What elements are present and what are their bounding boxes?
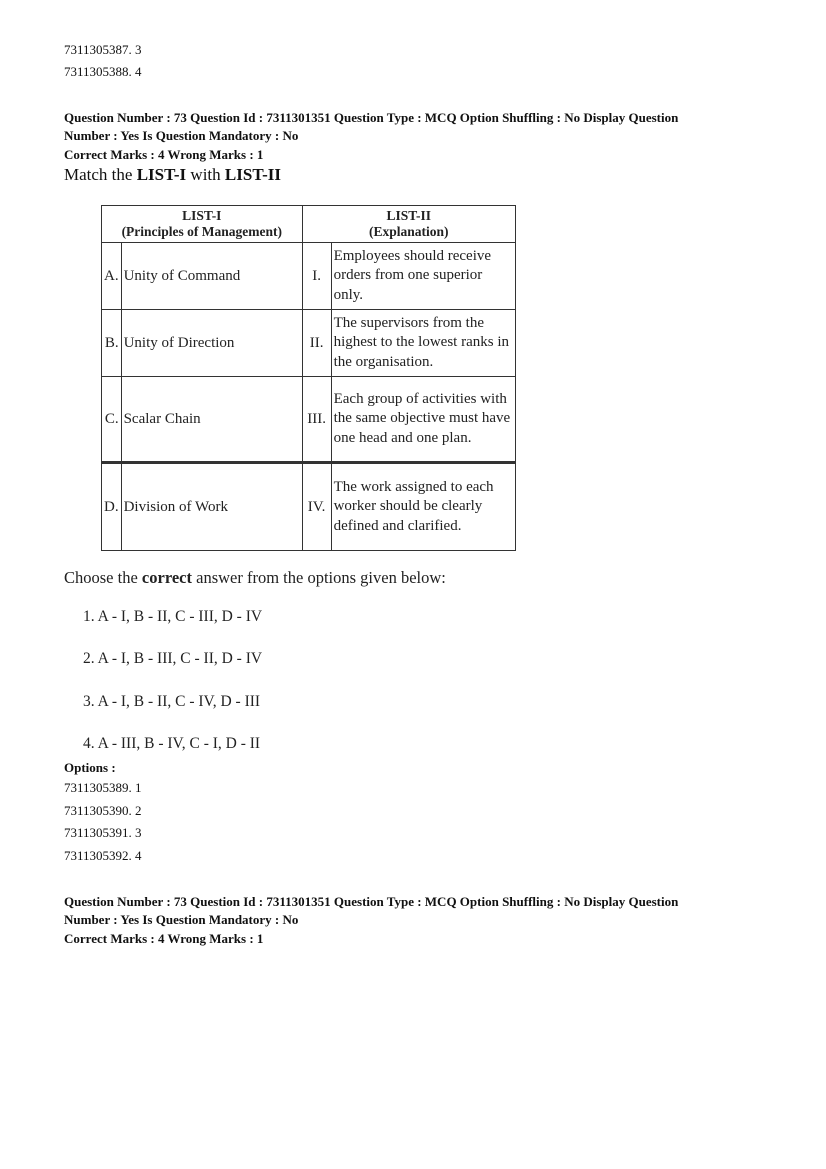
prev-option-3: 7311305387. 3 bbox=[64, 42, 142, 57]
row-explanation: Each group of activities with the same objective must have one head and one plan. bbox=[331, 377, 515, 463]
table-row bbox=[102, 463, 516, 551]
row-item: Unity of Direction bbox=[121, 310, 302, 377]
list2-header-subtitle: (Explanation) bbox=[369, 224, 449, 239]
question-meta-line1: Question Number : 73 Question Id : 7311301351 Question Type : MCQ Option Shuffling : No Display Question bbox=[64, 110, 679, 125]
row-roman: III. bbox=[302, 377, 331, 463]
row-explanation: Employees should receive orders from one superior only. bbox=[331, 243, 515, 310]
prev-option-4: 7311305388. 4 bbox=[64, 64, 142, 79]
row-explanation: The supervisors from the highest to the lowest ranks in the organisation. bbox=[331, 310, 515, 377]
title-text-mid: with bbox=[186, 165, 225, 184]
next-question-marks: Correct Marks : 4 Wrong Marks : 1 bbox=[64, 931, 264, 946]
row-letter: A. bbox=[102, 243, 122, 310]
table-row bbox=[102, 243, 516, 310]
match-table bbox=[101, 205, 516, 551]
title-text: Match the bbox=[64, 165, 137, 184]
option-id-3: 7311305391. 3 bbox=[64, 825, 142, 840]
option-id-4: 7311305392. 4 bbox=[64, 848, 142, 863]
row-letter: C. bbox=[102, 377, 122, 463]
row-explanation: The work assigned to each worker should be clearly defined and clarified. bbox=[331, 463, 515, 551]
answer-choice-3: 3. A - I, B - II, C - IV, D - III bbox=[83, 693, 261, 710]
next-question-meta-line1: Question Number : 73 Question Id : 7311301351 Question Type : MCQ Option Shuffling : No Display Question bbox=[64, 894, 679, 909]
answer-choice-4: 4. A - III, B - IV, C - I, D - II bbox=[83, 735, 261, 752]
title-list1: LIST-I bbox=[136, 165, 187, 184]
question-title bbox=[64, 165, 281, 185]
list2-header-title: LIST-II bbox=[386, 208, 432, 223]
choose-bold: correct bbox=[141, 568, 192, 587]
choose-text-suffix: answer from the options given below: bbox=[192, 568, 446, 587]
row-item: Division of Work bbox=[121, 463, 302, 551]
next-question-meta-line2: Number : Yes Is Question Mandatory : No bbox=[64, 912, 299, 927]
list2-header bbox=[302, 206, 515, 243]
row-item: Scalar Chain bbox=[121, 377, 302, 463]
row-letter: B. bbox=[102, 310, 122, 377]
option-id-1: 7311305389. 1 bbox=[64, 780, 142, 795]
question-marks: Correct Marks : 4 Wrong Marks : 1 bbox=[64, 147, 264, 162]
choose-text: Choose the bbox=[64, 568, 142, 587]
list1-header bbox=[102, 206, 303, 243]
row-item: Unity of Command bbox=[121, 243, 302, 310]
title-list2: LIST-II bbox=[224, 165, 281, 184]
row-letter: D. bbox=[102, 463, 122, 551]
answer-choice-1: 1. A - I, B - II, C - III, D - IV bbox=[83, 608, 263, 625]
option-id-2: 7311305390. 2 bbox=[64, 803, 142, 818]
row-roman: II. bbox=[302, 310, 331, 377]
list1-header-title: LIST-I bbox=[182, 208, 222, 223]
list1-header-subtitle: (Principles of Management) bbox=[121, 224, 283, 239]
table-header-row bbox=[102, 206, 516, 243]
row-roman: IV. bbox=[302, 463, 331, 551]
options-label: Options : bbox=[64, 760, 116, 775]
choose-instruction bbox=[64, 568, 446, 588]
question-meta-line2: Number : Yes Is Question Mandatory : No bbox=[64, 128, 299, 143]
row-roman: I. bbox=[302, 243, 331, 310]
answer-choice-2: 2. A - I, B - III, C - II, D - IV bbox=[83, 650, 263, 667]
table-row bbox=[102, 377, 516, 463]
table-row bbox=[102, 310, 516, 377]
